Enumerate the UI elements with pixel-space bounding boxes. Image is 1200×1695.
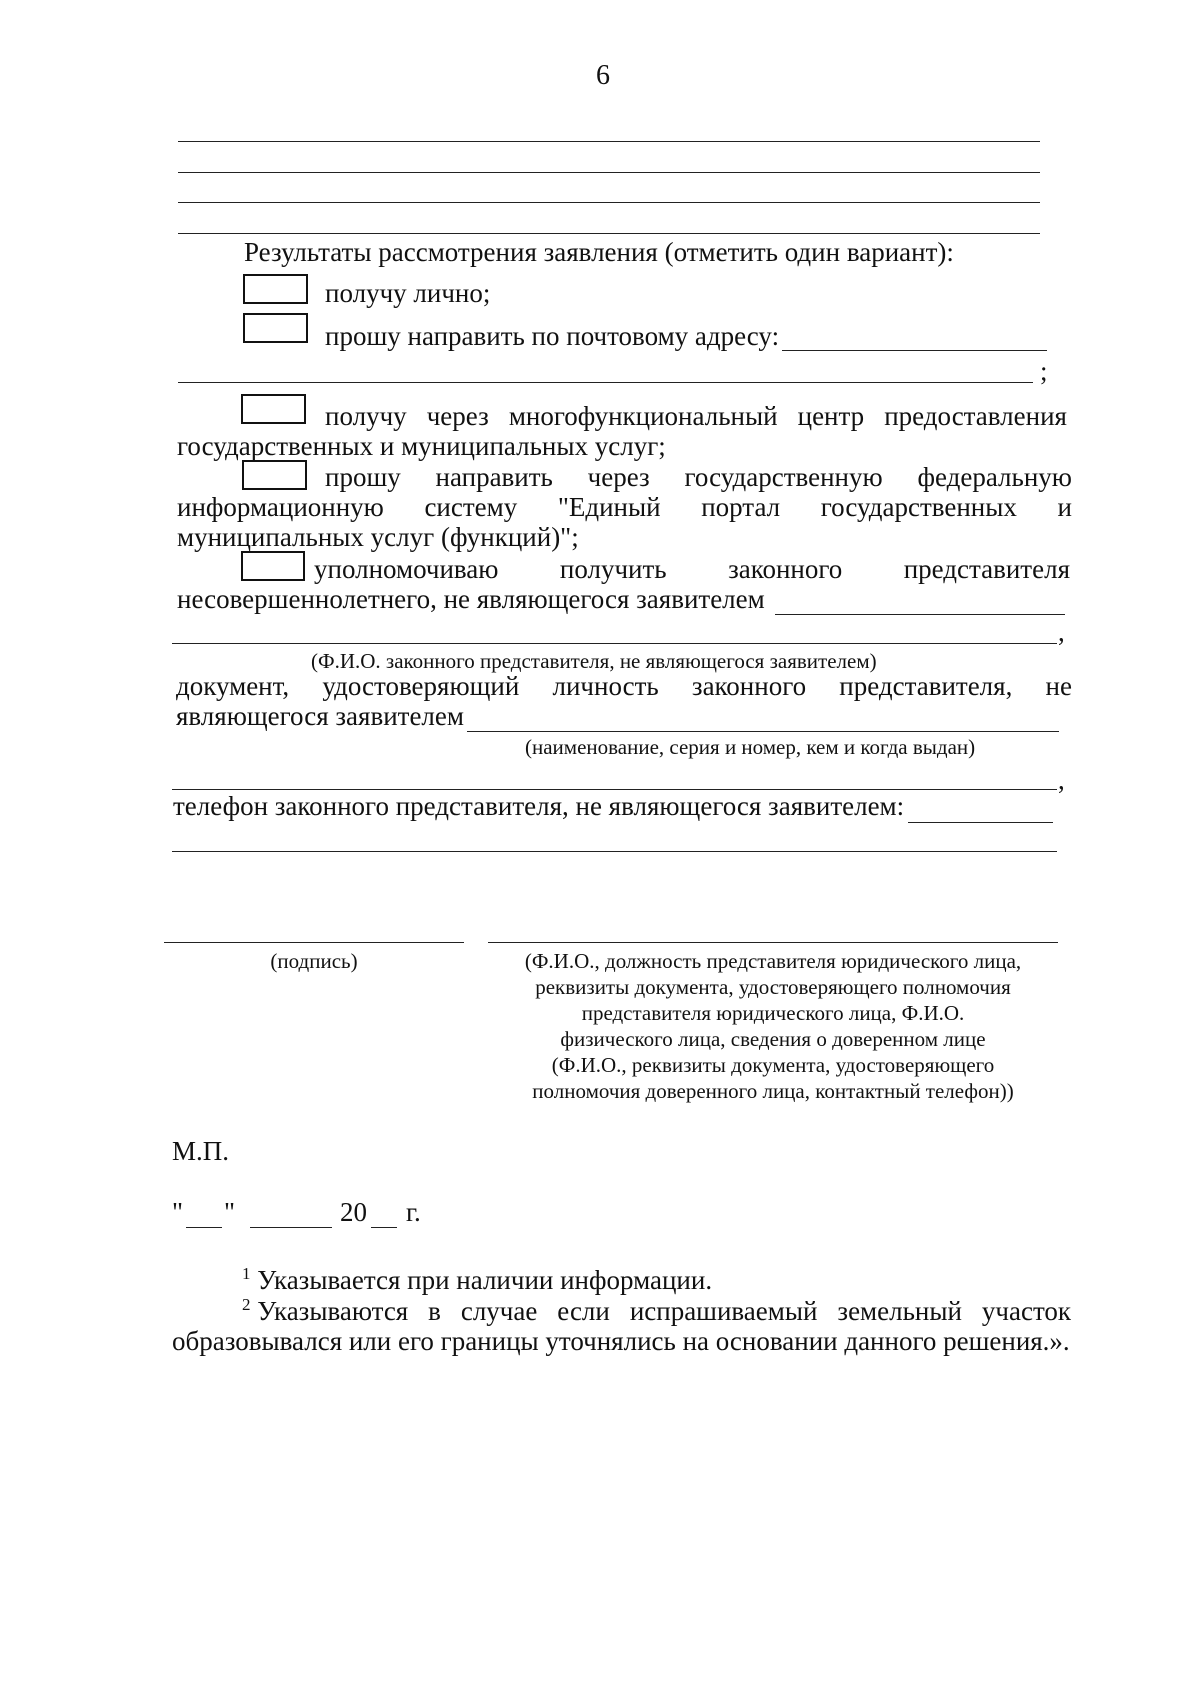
blank-line-1 [178, 141, 1040, 142]
fio-caption-line: полномочия доверенного лица, контактный телефон)) [532, 1079, 1014, 1103]
option-portal-line2: информационную систему "Единый портал государственных и [177, 492, 1072, 522]
phone-label: телефон законного представителя, не являющегося заявителем: [173, 791, 905, 821]
signature-line[interactable] [164, 942, 464, 943]
fio-caption-line: (Ф.И.О., реквизиты документа, удостоверяющего [551, 1053, 995, 1077]
checkbox-by-mail[interactable] [243, 313, 308, 343]
option-by-mail-label: прошу направить по почтовому адресу: [325, 321, 780, 351]
footnote-2-line2: образовывался или его границы уточнялись на основании данного решения.». [172, 1326, 1070, 1356]
document-line1: документ, удостоверяющий личность законного представителя, не [176, 671, 1072, 701]
results-heading: Результаты рассмотрения заявления (отметить один вариант): [244, 237, 954, 267]
date-year-field[interactable] [371, 1227, 397, 1228]
footnote-1-mark: 1 [242, 1264, 251, 1283]
mail-address-field-line2[interactable] [178, 382, 1033, 383]
option-mfc-line2: государственных и муниципальных услуг; [177, 431, 666, 461]
fio-caption-line: (Ф.И.О., должность представителя юридического лица, [524, 949, 1022, 973]
date-line [172, 1196, 432, 1232]
page-number: 6 [596, 60, 610, 91]
date-year-prefix: 20 [340, 1197, 367, 1227]
representative-comma: , [1058, 617, 1065, 647]
checkbox-mfc[interactable] [241, 394, 306, 424]
stamp-label: М.П. [172, 1136, 230, 1166]
footnote-1 [242, 1264, 712, 1296]
fio-caption-line: представителя юридического лица, Ф.И.О. [581, 1001, 965, 1025]
fio-caption-line: физического лица, сведения о доверенном лице [560, 1027, 986, 1051]
option-in-person-label: получу лично; [325, 278, 491, 308]
signature-caption: (подпись) [270, 949, 358, 973]
phone-field[interactable] [908, 822, 1053, 823]
caption-representative-name: (Ф.И.О. законного представителя, не являющегося заявителем) [311, 649, 877, 673]
document-field[interactable] [467, 731, 1059, 732]
date-quote-close: " [224, 1197, 236, 1227]
option-portal-line3: муниципальных услуг (функций)"; [177, 522, 579, 552]
date-day-field[interactable] [186, 1227, 222, 1228]
date-year-suffix: г. [406, 1197, 421, 1227]
representative-field[interactable] [775, 614, 1065, 615]
blank-line-2 [178, 172, 1040, 173]
phone-field-line2[interactable] [172, 851, 1057, 852]
document-line2: являющегося заявителем [176, 701, 464, 731]
option-representative-line1: уполномочиваю получить законного представителя [314, 554, 1070, 584]
caption-document: (наименование, серия и номер, кем и когда выдан) [525, 735, 976, 759]
option-representative-line2: несовершеннолетнего, не являющегося заявителем [177, 584, 765, 614]
checkbox-portal[interactable] [242, 460, 307, 490]
mail-address-field[interactable] [782, 350, 1047, 351]
footnote-1-text: Указывается при наличии информации. [257, 1265, 713, 1295]
option-mfc-line1: получу через многофункциональный центр предоставления [325, 401, 1067, 431]
mail-end-semicolon: ; [1040, 356, 1048, 386]
footnote-2-mark: 2 [242, 1295, 251, 1314]
fio-caption-line: реквизиты документа, удостоверяющего полномочия [535, 975, 1011, 999]
fio-caption [488, 948, 1058, 1104]
representative-field-line2[interactable] [172, 643, 1057, 644]
footnote-2-line1: $^2$ Указываются в случае если испрашиваемый земельный участок [242, 1295, 1071, 1326]
fio-line[interactable] [488, 942, 1058, 943]
checkbox-representative[interactable] [241, 551, 305, 581]
blank-line-4 [178, 233, 1040, 234]
checkbox-in-person[interactable] [243, 274, 308, 304]
blank-line-3 [178, 202, 1040, 203]
document-comma: , [1058, 765, 1065, 795]
option-portal-line1: прошу направить через государственную федеральную [325, 462, 1072, 492]
date-month-field[interactable] [250, 1227, 332, 1228]
date-quote-open: " [172, 1197, 184, 1227]
